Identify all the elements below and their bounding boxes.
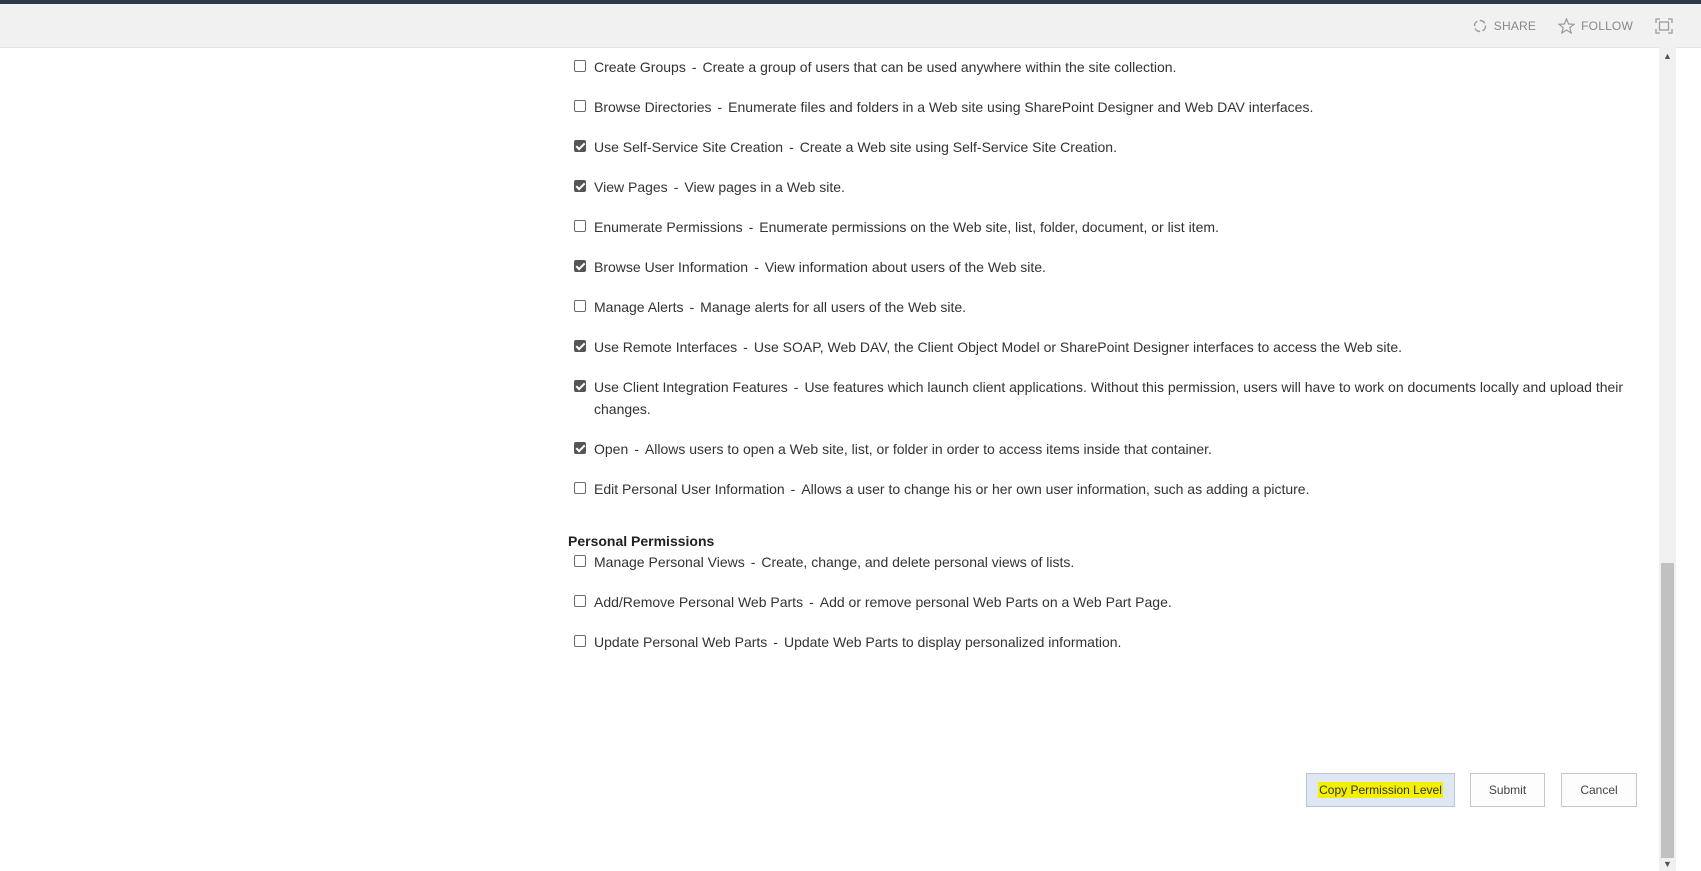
permission-description: Create a group of users that can be used anywhere within the site collection. (702, 59, 1177, 75)
permission-row (568, 256, 1648, 278)
permission-name: Manage Alerts (594, 299, 684, 315)
permission-checkbox[interactable] (574, 260, 586, 272)
permission-description: Enumerate permissions on the Web site, list, folder, document, or list item. (759, 219, 1219, 235)
permission-separator: - (743, 339, 748, 355)
permission-separator: - (790, 481, 796, 497)
permission-separator: - (754, 259, 759, 275)
permission-checkbox[interactable] (574, 482, 586, 494)
permission-checkbox[interactable] (574, 100, 586, 112)
focus-content-button[interactable] (1655, 18, 1673, 34)
permission-checkbox[interactable] (574, 300, 586, 312)
focus-icon (1655, 18, 1673, 34)
cancel-button[interactable]: Cancel (1561, 773, 1637, 807)
share-icon (1472, 18, 1488, 34)
scroll-up-arrow-icon[interactable]: ▲ (1663, 51, 1672, 61)
permission-checkbox[interactable] (574, 60, 586, 72)
permission-checkbox[interactable] (574, 442, 586, 454)
permission-description: Add or remove personal Web Parts on a Web Part Page. (819, 594, 1172, 610)
permission-name: View Pages (594, 179, 668, 195)
site-permissions-list (568, 47, 1648, 500)
permission-checkbox[interactable] (574, 220, 586, 232)
permission-checkbox[interactable] (574, 635, 586, 647)
permission-name: Edit Personal User Information (594, 481, 785, 497)
permission-separator: - (689, 299, 695, 315)
permission-row (568, 96, 1648, 118)
permission-row (568, 136, 1648, 158)
permission-row (568, 438, 1648, 460)
permission-separator: - (717, 99, 723, 115)
submit-button[interactable]: Submit (1470, 773, 1545, 807)
personal-permissions-heading: Personal Permissions (568, 533, 715, 549)
permission-name: Enumerate Permissions (594, 219, 743, 235)
permission-checkbox[interactable] (574, 595, 586, 607)
permission-description: Use SOAP, Web DAV, the Client Object Model or SharePoint Designer interfaces to access the Web site. (753, 339, 1403, 355)
permission-separator: - (789, 139, 794, 155)
permission-separator: - (673, 179, 679, 195)
permission-name: Browse User Information (594, 259, 749, 275)
permission-row (568, 176, 1648, 198)
permission-description: Use features which launch client applications. Without this permission, users will have to work on documents locally and upload their changes. (594, 379, 1624, 417)
copy-permission-level-button[interactable] (1306, 773, 1455, 807)
vertical-scrollbar[interactable] (1659, 47, 1676, 871)
permission-separator: - (773, 634, 778, 650)
permission-row (568, 376, 1648, 420)
permission-row (568, 56, 1648, 78)
permission-description: Enumerate files and folders in a Web site using SharePoint Designer and Web DAV interfaces. (728, 99, 1314, 115)
permission-description: View information about users of the Web site. (764, 259, 1046, 275)
permission-row (568, 216, 1648, 238)
scrollbar-thumb[interactable] (1661, 563, 1674, 858)
permission-name: Add/Remove Personal Web Parts (594, 594, 804, 610)
permission-row (568, 591, 1648, 613)
permission-separator: - (748, 219, 754, 235)
permission-name: Use Remote Interfaces (594, 339, 738, 355)
permission-row (568, 478, 1648, 500)
permission-description: Manage alerts for all users of the Web site. (700, 299, 967, 315)
ribbon (0, 4, 1701, 48)
permission-name: Update Personal Web Parts (594, 634, 768, 650)
share-button[interactable] (1472, 18, 1536, 34)
permission-description: Create, change, and delete personal views of lists. (761, 554, 1075, 570)
copy-permission-level-label: Copy Permission Level (1319, 783, 1442, 797)
permission-description: Create a Web site using Self-Service Site Creation. (799, 139, 1117, 155)
permission-description: View pages in a Web site. (684, 179, 845, 195)
permission-row (568, 631, 1648, 653)
permission-name: Create Groups (594, 59, 686, 75)
permission-name: Browse Directories (594, 99, 712, 115)
permission-row (568, 551, 1648, 573)
permission-checkbox[interactable] (574, 180, 586, 192)
follow-label: FOLLOW (1581, 18, 1633, 33)
permission-description: Allows a user to change his or her own user information, such as adding a picture. (801, 481, 1310, 497)
permission-checkbox[interactable] (574, 555, 586, 567)
share-label: SHARE (1493, 18, 1537, 33)
permission-checkbox[interactable] (574, 340, 586, 352)
permission-description: Allows users to open a Web site, list, or folder in order to access items inside that container. (644, 441, 1212, 457)
permissions-content (568, 47, 1648, 671)
permission-checkbox[interactable] (574, 380, 586, 392)
permission-row (568, 296, 1648, 318)
permission-row (568, 336, 1648, 358)
permission-name: Open (594, 441, 629, 457)
permission-name: Manage Personal Views (594, 554, 745, 570)
permission-separator: - (809, 594, 814, 610)
personal-permissions-list (568, 551, 1648, 653)
follow-button[interactable] (1558, 18, 1633, 34)
permission-separator: - (793, 379, 799, 395)
permission-name: Use Client Integration Features (594, 379, 788, 395)
ribbon-actions (1472, 4, 1673, 47)
permission-description: Update Web Parts to display personalized information. (783, 634, 1122, 650)
permission-name: Use Self-Service Site Creation (594, 139, 784, 155)
scroll-down-arrow-icon[interactable]: ▼ (1663, 859, 1672, 869)
permission-separator: - (634, 441, 639, 457)
permission-checkbox[interactable] (574, 140, 586, 152)
permission-separator: - (691, 59, 697, 75)
star-icon (1558, 18, 1575, 34)
permission-separator: - (750, 554, 756, 570)
